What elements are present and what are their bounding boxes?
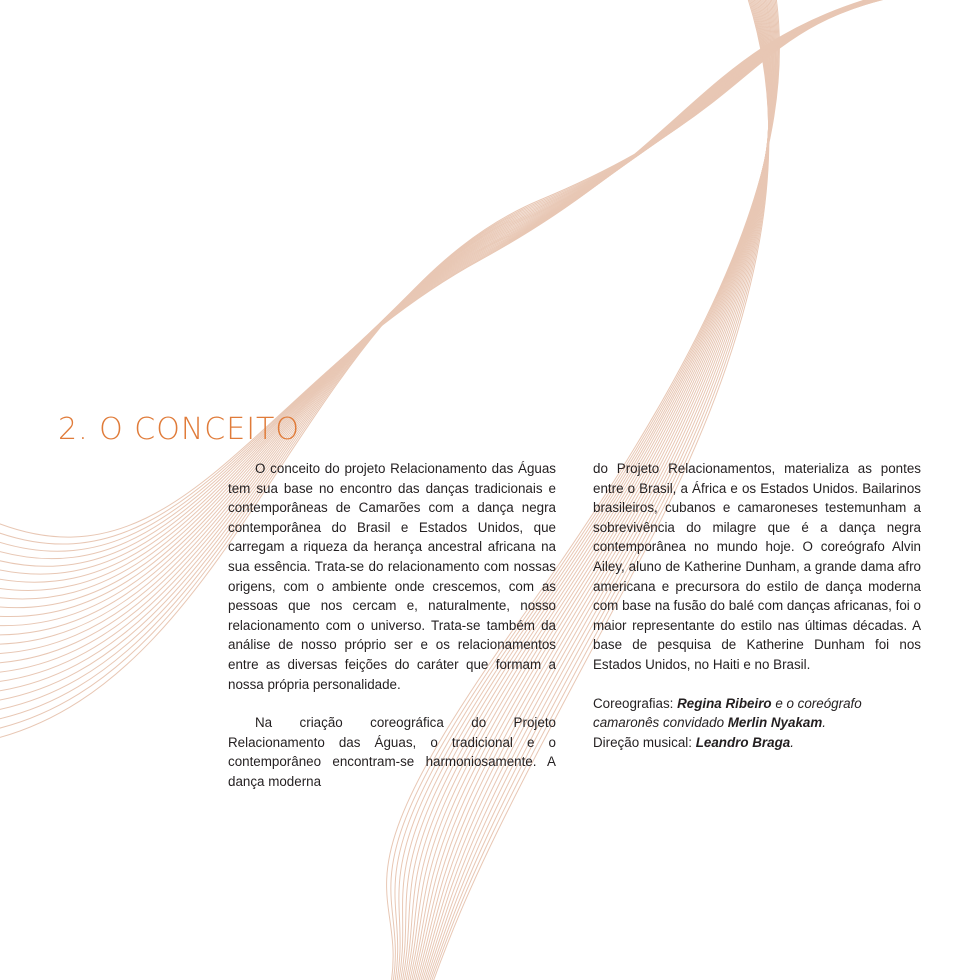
credits-choreo-label: Coreografias: xyxy=(593,695,678,711)
credits-music-end: . xyxy=(790,734,794,750)
credits xyxy=(593,694,921,753)
page-title: 2. O CONCEITO xyxy=(58,412,300,447)
paragraph-bridges: do Projeto Relacionamentos, materializa as pontes entre o Brasil, a África e os Estados Unidos. Bailarinos brasileiros, cubanos e camaroneses testemunham a sobrevivência do milagre que é a dança negra contemporânea no mundo hoje. O coreógrafo Alvin Ailey, aluno de Katherine Dunham, a grande dama afro americana e precursora do estilo de dança moderna com base na fusão do balé com danças africanas, foi o maior representante do estilo nas últimas décadas. A base de pesquisa de Katherine Dunham foi nos Estados Unidos, no Haiti e no Brasil. xyxy=(593,461,921,672)
text-column-left xyxy=(228,459,556,792)
text-column-right xyxy=(593,459,921,752)
credits-guest-name: Merlin Nyakam xyxy=(727,715,823,731)
credits-choreo-name: Regina Ribeiro xyxy=(677,695,772,711)
credits-music-name: Leandro Braga xyxy=(695,734,791,750)
credits-music-label: Direção musical: xyxy=(593,734,696,750)
paragraph-concept: O conceito do projeto Relacionamento das Águas tem sua base no encontro das danças tradicionais e contemporâneas de Camarões com a dança negra contemporânea do Brasil e Estados Unidos, que carregam a riqueza da herança ancestral africana na sua essência. Trata-se do relacionamento com nossas origens, com o ambiente onde crescemos, com as pessoas que nos cercam e, naturalmente, nosso relacionamento com o universo. Trata-se também da análise de nosso próprio ser e os relacionamentos entre as diversas feições do caráter que formam a nossa própria personalidade. xyxy=(228,461,556,692)
credits-choreo-end: . xyxy=(822,715,826,731)
credits-choreo-mid: e o coreógrafo camaronês convidado xyxy=(593,695,862,731)
paragraph-choreographic-creation: Na criação coreográfica do Projeto Relacionamento das Águas, o tradicional e o contemporâneo encontram-se harmoniosamente. A dança moderna xyxy=(228,715,556,789)
